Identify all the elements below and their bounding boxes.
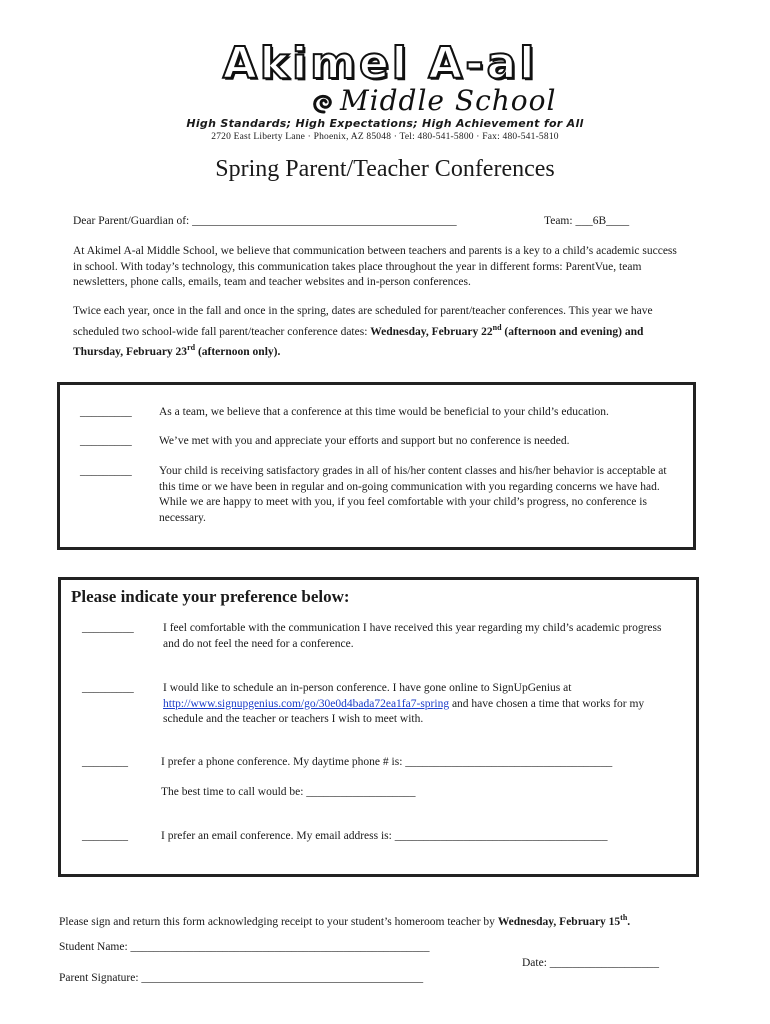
page-title: Spring Parent/Teacher Conferences [215, 156, 555, 182]
team-option-text: Your child is receiving satisfactory grades in all of his/her content classes and his/her behavior is acceptable at this time or we have been in regular and on-going communication with you regarding concerns we have had. While we are happy to meet with you, if you feel comfortable with your child’s progress, no conference is necessary. [159, 465, 667, 524]
team-option-text: We’ve met with you and appreciate your efforts and support but no conference is needed. [159, 435, 570, 447]
preference-blank-email[interactable]: ________ [82, 830, 128, 842]
team-option-blank[interactable]: _________ [80, 465, 132, 477]
preference-text-in-person: I would like to schedule an in-person conference. I have gone online to SignUpGenius at http://www.signupgenius.com/go/30e0d4bada72ea1fa7-spring and have chosen a time that works for my schedule and the teacher or teachers I wish to meet with. [163, 682, 645, 725]
preference-text-phone: I prefer a phone conference. My daytime phone # is: ____________________________________ [161, 756, 613, 768]
team-option-blank[interactable]: _________ [80, 435, 132, 447]
swirl-icon [310, 90, 338, 116]
best-time-line: The best time to call would be: ___________________ [161, 786, 416, 798]
team-option-blank[interactable]: _________ [80, 406, 132, 418]
student-name-field[interactable]: Student Name: ____________________________________________________ [59, 941, 430, 953]
school-address: 2720 East Liberty Lane · Phoenix, AZ 85048 · Tel: 480-541-5800 · Fax: 480-541-5810 [211, 132, 559, 142]
parent-signature-field[interactable]: Parent Signature: _________________________________________________ [59, 972, 424, 984]
deadline-date: Wednesday, February 15 [497, 915, 621, 928]
preference-blank-phone[interactable]: ________ [82, 756, 128, 768]
return-instructions: Please sign and return this form acknowledging receipt to your student’s homeroom teacher by Wednesday, February 15th. [59, 913, 631, 928]
date-field[interactable]: Date: ___________________ [522, 957, 660, 969]
team-option-text: As a team, we believe that a conference at this time would be beneficial to your child’s education. [159, 406, 609, 418]
team-line: Team: ___6B____ [544, 215, 630, 227]
date-wednesday: Wednesday, February 22 [370, 325, 493, 338]
logo-title: Akimel A-al [222, 38, 538, 89]
preference-text-email: I prefer an email conference. My email address is: _____________________________________ [161, 830, 608, 842]
preference-heading: Please indicate your preference below: [71, 587, 350, 606]
dear-guardian-line: Dear Parent/Guardian of: ______________________________________________ [73, 215, 457, 227]
preference-blank-in-person[interactable]: _________ [82, 682, 134, 694]
logo-subtitle: Middle School [340, 84, 557, 117]
preference-text-no-conference: I feel comfortable with the communication I have received this year regarding my child’s academic progress and do not feel the need for a conference. [163, 622, 662, 650]
signupgenius-link[interactable]: http://www.signupgenius.com/go/30e0d4bada72ea1fa7-spring [163, 697, 450, 710]
dates-paragraph: Twice each year, once in the fall and once in the spring, dates are scheduled for parent/teacher conferences. This year we have scheduled two school-wide fall parent/teacher conference dates: Wednesday, February 22nd (afternoon and evening) and Thursday, February 23rd (afternoon only). [73, 305, 653, 358]
intro-paragraph: At Akimel A-al Middle School, we believe that communication between teachers and parents is a key to a child’s academic success in school. With today’s technology, this communication takes place throughout the year in different forms: ParentVue, team newsletters, phone calls, emails, team and teacher websites and in-person conferences. [73, 245, 677, 288]
school-motto: High Standards; High Expectations; High Achievement for All [186, 117, 584, 130]
school-logo [210, 38, 570, 120]
preference-blank-no-conference[interactable]: _________ [82, 622, 134, 634]
